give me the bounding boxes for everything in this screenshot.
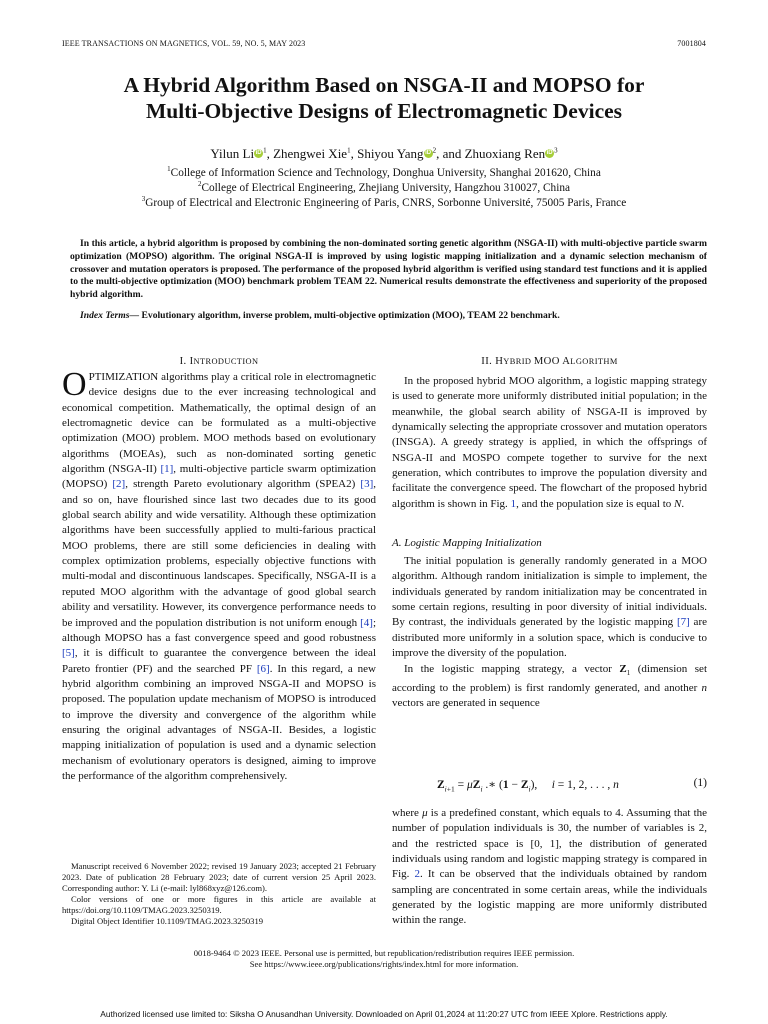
- paragraph: [392, 374, 707, 512]
- index-terms: [70, 310, 707, 321]
- affiliation-text: College of Electrical Engineering, Zhejiang University, Hangzhou 310027, China: [201, 182, 570, 194]
- affiliation: [0, 181, 768, 196]
- index-terms-label: Index Terms—: [80, 310, 140, 321]
- citation-link[interactable]: [7]: [676, 616, 690, 629]
- affiliation-mark: 3: [141, 195, 146, 204]
- subsection-heading: A. Logistic Mapping Initialization: [392, 537, 542, 550]
- orcid-icon[interactable]: iD: [546, 150, 553, 156]
- footnote-color: Color versions of one or more figures in this article are available at https://doi.org/10.1109/TMAG.2023.3250319.: [62, 894, 376, 915]
- author-list: Yilun Li iD $^1$, Zhengwei Xie$^1$, Shiyou Yang iD $^2$, and Zhuoxiang Ren iD $^3$: [210, 146, 558, 161]
- footnote-manuscript: Manuscript received 6 November 2022; revised 19 January 2023; accepted 21 February 2023. Date of publication 28 February 2023; date of current version 25 April 2023. Corresponding author: Y. Li (e-mail: lyl868xyz@126.com).: [62, 861, 376, 893]
- math-subscript: 1: [626, 668, 631, 677]
- body-text: , and so on, have flourished since last two decades due to its good global search ability and wide versatility. Although these optimization algorithms have been successfully applied to multi-farious practical MOO problems, there are still some deficiencies in dealing with complex optimization problems, especially objective functions with multi-modal and discontinuous landscapes. Specifically, NSGA-II is a reputed MOO algorithm with the advantage of good global search ability and versatility. However, its convergence performance needs to be improved and the population distribution is not uniform enough: [62, 478, 376, 629]
- equation-number: (1): [693, 777, 707, 789]
- body-text: .: [681, 497, 685, 510]
- author-name: Zhuoxiang Ren: [464, 146, 546, 161]
- figure-link[interactable]: 2: [414, 868, 421, 881]
- math-symbol: μ: [422, 807, 428, 819]
- running-header-article-number: 7001804: [677, 39, 706, 48]
- abstract-text: In this article, a hybrid algorithm is proposed by combining the non-dominated sorting genetic algorithm (NSGA-II) with multi-objective particle swarm optimization (MOPSO) algorithm. The original NSGA-II is improved by using logistic mapping initialization and a dynamic selection mechanism of crossover and mutation operators is proposed. The performance of the proposed hybrid algorithm is verified using standard test functions and it is applied to the multi-objective optimization (MOO) benchmark problem TEAM 22. Numerical results demonstrate the effectiveness and superiority of the proposed hybrid algorithm.: [70, 238, 707, 301]
- section-heading-text: MOO A: [533, 356, 571, 367]
- copyright-line: 0018-9464 © 2023 IEEE. Personal use is permitted, but republication/redistribution requires IEEE permission.: [193, 948, 575, 958]
- body-text: is a predefined constant, which equals to 4. Assuming that the number of population individuals is 30, the number of variables is 2, and the restricted space is [0, 1], the distribution of generated individuals using random and logistic mapping strategy is compared in Fig.: [392, 807, 708, 881]
- section-heading-text: LGORITHM: [570, 357, 618, 366]
- title-line-1: A Hybrid Algorithm Based on NSGA-II and MOPSO for: [123, 73, 645, 97]
- abstract: [70, 238, 707, 302]
- running-header-journal: IEEE TRANSACTIONS ON MAGNETICS, VOL. 59, NO. 5, MAY 2023: [62, 39, 306, 48]
- body-text: (dimension set according to the problem) is first randomly generated, and another: [392, 662, 707, 695]
- first-page-footnotes: [62, 861, 376, 927]
- figure-link[interactable]: 1: [510, 497, 517, 510]
- body-text: In the logistic mapping strategy, a vector: [404, 662, 620, 675]
- affiliation: [0, 166, 768, 181]
- body-text: . It can be observed that the individuals obtained by random sampling are concentrated in some certain areas, while the individuals generated by the logistic mapping are more uniformly distributed within the range.: [392, 868, 707, 927]
- citation-link[interactable]: [5]: [62, 647, 75, 660]
- affiliation-text: Group of Electrical and Electronic Engineering of Paris, CNRS, Sorbonne Université, 75005 Paris, France: [145, 197, 627, 209]
- body-text: where: [392, 807, 423, 819]
- body-text: vectors are generated in sequence: [392, 697, 540, 710]
- orcid-icon[interactable]: iD: [425, 150, 432, 156]
- logistic-mapping-continuation: [392, 806, 707, 929]
- math-symbol: n: [701, 682, 707, 695]
- section-heading-hybrid-moo: [392, 356, 707, 367]
- author-name: Yilun Li: [210, 146, 255, 161]
- left-column: [62, 356, 376, 784]
- section-heading-text: NTRODUCTION: [193, 357, 259, 366]
- citation-link[interactable]: [1]: [160, 463, 174, 476]
- equation-expression: $Z_{i+1} = \mu Z_i$ .∗ $(1 - Z_i)$, i = 1, 2, . . . , n: [437, 779, 619, 794]
- math-symbol: N: [674, 497, 682, 510]
- rights-link-line: See https://www.ieee.org/publications/rights/index.html for more information.: [249, 959, 519, 969]
- body-text: , strength Pareto evolutionary algorithm (SPEA2): [125, 478, 361, 491]
- citation-link[interactable]: [6]: [256, 662, 270, 675]
- author-affiliation-mark: 2: [432, 146, 437, 155]
- paragraph: [392, 554, 707, 661]
- body-text: PTIMIZATION algorithms play a critical role in electromagnetic device designs due to the ever increasing technological and economical competition. Mathematically, the optimal design of an electromagnetic device can be formulated as a multi-objective optimization (MOO) problem. MOO methods based on evolutionary algorithms (MOEAs), such as non-dominated sorting genetic algorithm (NSGA-II): [62, 371, 376, 476]
- affiliation-mark: 1: [167, 165, 171, 174]
- math-symbol: Z: [619, 662, 627, 675]
- right-column: [392, 356, 707, 712]
- section-heading-text: YBRID: [503, 357, 534, 366]
- section-heading-number: I. I: [179, 356, 194, 367]
- section-heading-number: II. H: [481, 356, 504, 367]
- body-text: , and the population size is equal to: [516, 497, 674, 510]
- body-text: , it is difficult to guarantee the convergence between the ideal Pareto frontier (PF) and the searched PF: [62, 647, 376, 675]
- hybrid-moo-body: [392, 374, 707, 512]
- body-text: In the proposed hybrid MOO algorithm, a logistic mapping strategy is used to generate more uniformly distributed initial population; in the meanwhile, the global search ability of NSGA-II is improved by dynamically selecting the appropriate crossover and mutation operators (INSGA). A greedy strategy is applied, in which the offsprings of NSGA-II and MOSPO compete together to survive for the next generation, which contributes to improve the population diversity and facilitate the convergence speed. The flowchart of the proposed hybrid algorithm is shown in Fig.: [392, 375, 707, 510]
- body-text: , multi-objective particle swarm optimization (MOPSO): [62, 463, 376, 491]
- citation-link[interactable]: [2]: [112, 478, 126, 491]
- paragraph: [392, 662, 707, 712]
- author-name: Zhengwei Xie: [273, 146, 348, 161]
- author-name: Shiyou Yang: [357, 146, 424, 161]
- title-line-2: Multi-Objective Designs of Electromagnetic Devices: [145, 99, 623, 123]
- license-note: Authorized licensed use limited to: Siksha O Anusandhan University. Downloaded on April 01,2024 at 11:20:27 UTC from IEEE Xplore. Restrictions apply.: [100, 1009, 668, 1019]
- citation-link[interactable]: [3]: [360, 478, 374, 491]
- logistic-mapping-body: [392, 554, 707, 712]
- affiliation-text: College of Information Science and Technology, Donghua University, Shanghai 201620, China: [170, 167, 601, 179]
- index-terms-text: Evolutionary algorithm, inverse problem, multi-objective optimization (MOO), TEAM 22 benchmark.: [139, 310, 560, 321]
- body-text: ; although MOPSO has a fast convergence speed and good robustness: [62, 616, 376, 644]
- orcid-icon[interactable]: iD: [255, 150, 262, 156]
- body-text: . In this regard, a new hybrid algorithm combining an improved NSGA-II and MOPSO is proposed. The population update mechanism of MOPSO is introduced to improve the diversity and convergence of the algorithm while ensuring the original advantages of NSGA-II. Besides, a logistic mapping initialization of population is used and a dynamic selection mechanism of evolutionary operators is designed, aiming to improve the performance of the algorithm comprehensively.: [62, 662, 376, 782]
- affiliation-mark: 2: [197, 180, 202, 189]
- body-text: The initial population is generally randomly generated in a MOO algorithm. Although random initialization is simple to implement, the individuals generated by random initialization may be concentrated in some certain regions, resulting in poor diversity of initial individuals. By contrast, the individuals generated by the logistic mapping: [392, 555, 707, 629]
- body-text: are distributed more uniformly in a solution space, which is conducive to improve the diversity of the population.: [392, 616, 707, 660]
- footnote-doi: Digital Object Identifier 10.1109/TMAG.2023.3250319: [71, 916, 264, 926]
- section-heading-introduction: [62, 356, 376, 367]
- citation-link[interactable]: [4]: [360, 616, 373, 629]
- paper-title: [0, 72, 768, 124]
- drop-cap: O: [62, 366, 87, 403]
- author-affiliation-mark: 3: [554, 146, 558, 155]
- affiliation: [0, 196, 768, 211]
- author-affiliation-mark: 1: [347, 146, 351, 155]
- introduction-body: [62, 366, 376, 784]
- author-affiliation-mark: 1: [263, 146, 267, 155]
